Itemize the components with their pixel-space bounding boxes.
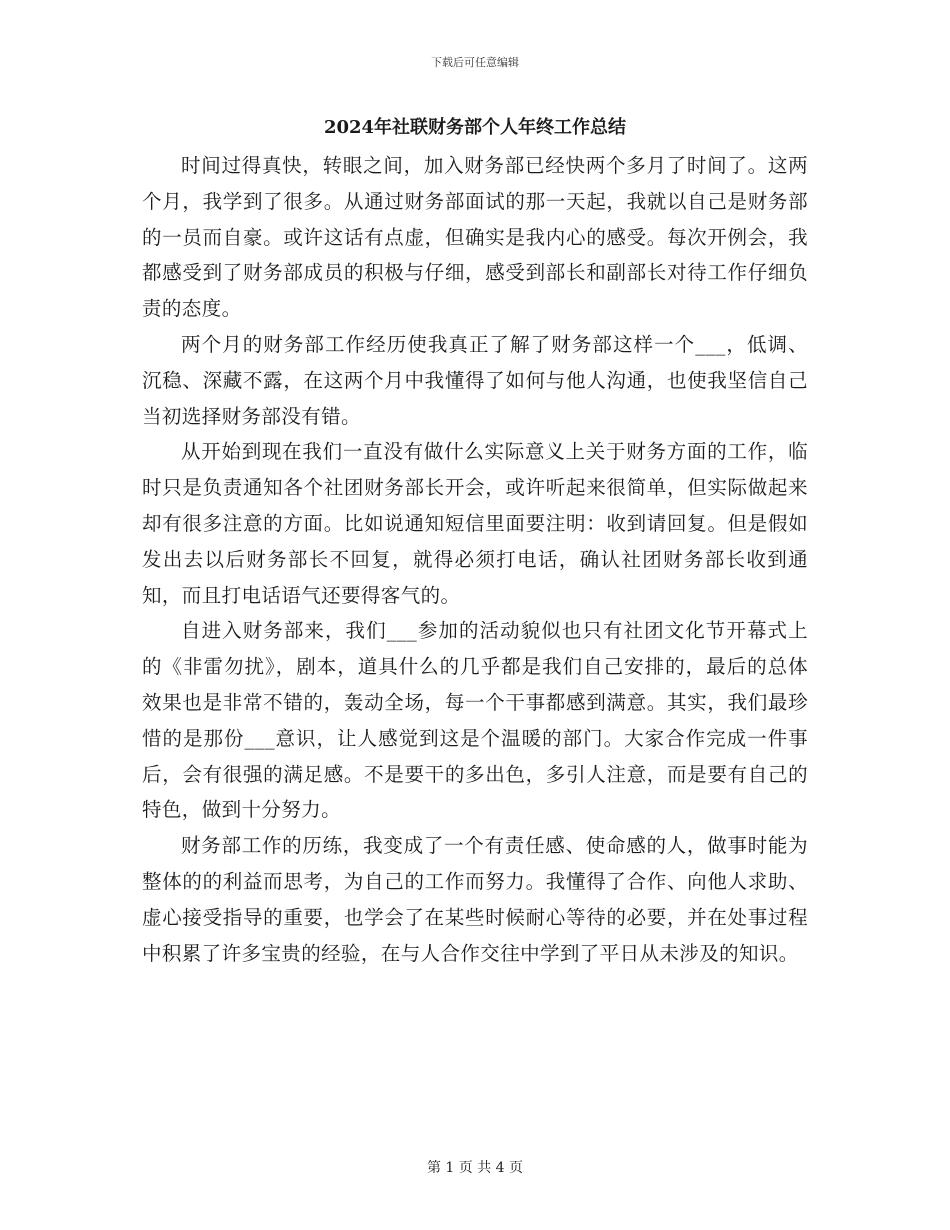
document-body	[142, 148, 808, 971]
paragraph: 从开始到现在我们一直没有做什么实际意义上关于财务方面的工作，临时只是负责通知各个社团财务部长开会，或许听起来很简单，但实际做起来却有很多注意的方面。比如说通知短信里面要注明：收到请回复。但是假如发出去以后财务部长不回复，就得必须打电话，确认社团财务部长收到通知，而且打电话语气还要得客气的。	[142, 440, 808, 607]
paragraph: 两个月的财务部工作经历使我真正了解了财务部这样一个___，低调、沉稳、深藏不露，在这两个月中我懂得了如何与他人沟通，也使我坚信自己当初选择财务部没有错。	[142, 332, 808, 428]
paragraph: 时间过得真快，转眼之间，加入财务部已经快两个多月了时间了。这两个月，我学到了很多。从通过财务部面试的那一天起，我就以自己是财务部的一员而自豪。或许这话有点虚，但确实是我内心的感受。每次开例会，我都感受到了财务部成员的积极与仔细，感受到部长和副部长对待工作仔细负责的态度。	[142, 154, 808, 321]
download-note: 下载后可任意编辑	[431, 56, 519, 69]
page-number: 第 1 页 共 4 页	[426, 1160, 524, 1176]
document-title: 2024年社联财务部个人年终工作总结	[323, 117, 627, 138]
paragraph: 自进入财务部来，我们___参加的活动貌似也只有社团文化节开幕式上的《非雷勿扰》，剧本，道具什么的几乎都是我们自己安排的，最后的总体效果也是非常不错的，轰动全场，每一个干事都感到满意。其实，我们最珍惜的是那份___意识，让人感觉到这是个温暖的部门。大家合作完成一件事后，会有很强的满足感。不是要干的多出色，多引人注意，而是要有自己的特色，做到十分努力。	[142, 619, 808, 822]
paragraph: 财务部工作的历练，我变成了一个有责任感、使命感的人，做事时能为整体的的利益而思考，为自己的工作而努力。我懂得了合作、向他人求助、虚心接受指导的重要，也学会了在某些时候耐心等待的必要，并在处事过程中积累了许多宝贵的经验，在与人合作交往中学到了平日从未涉及的知识。	[142, 834, 808, 965]
